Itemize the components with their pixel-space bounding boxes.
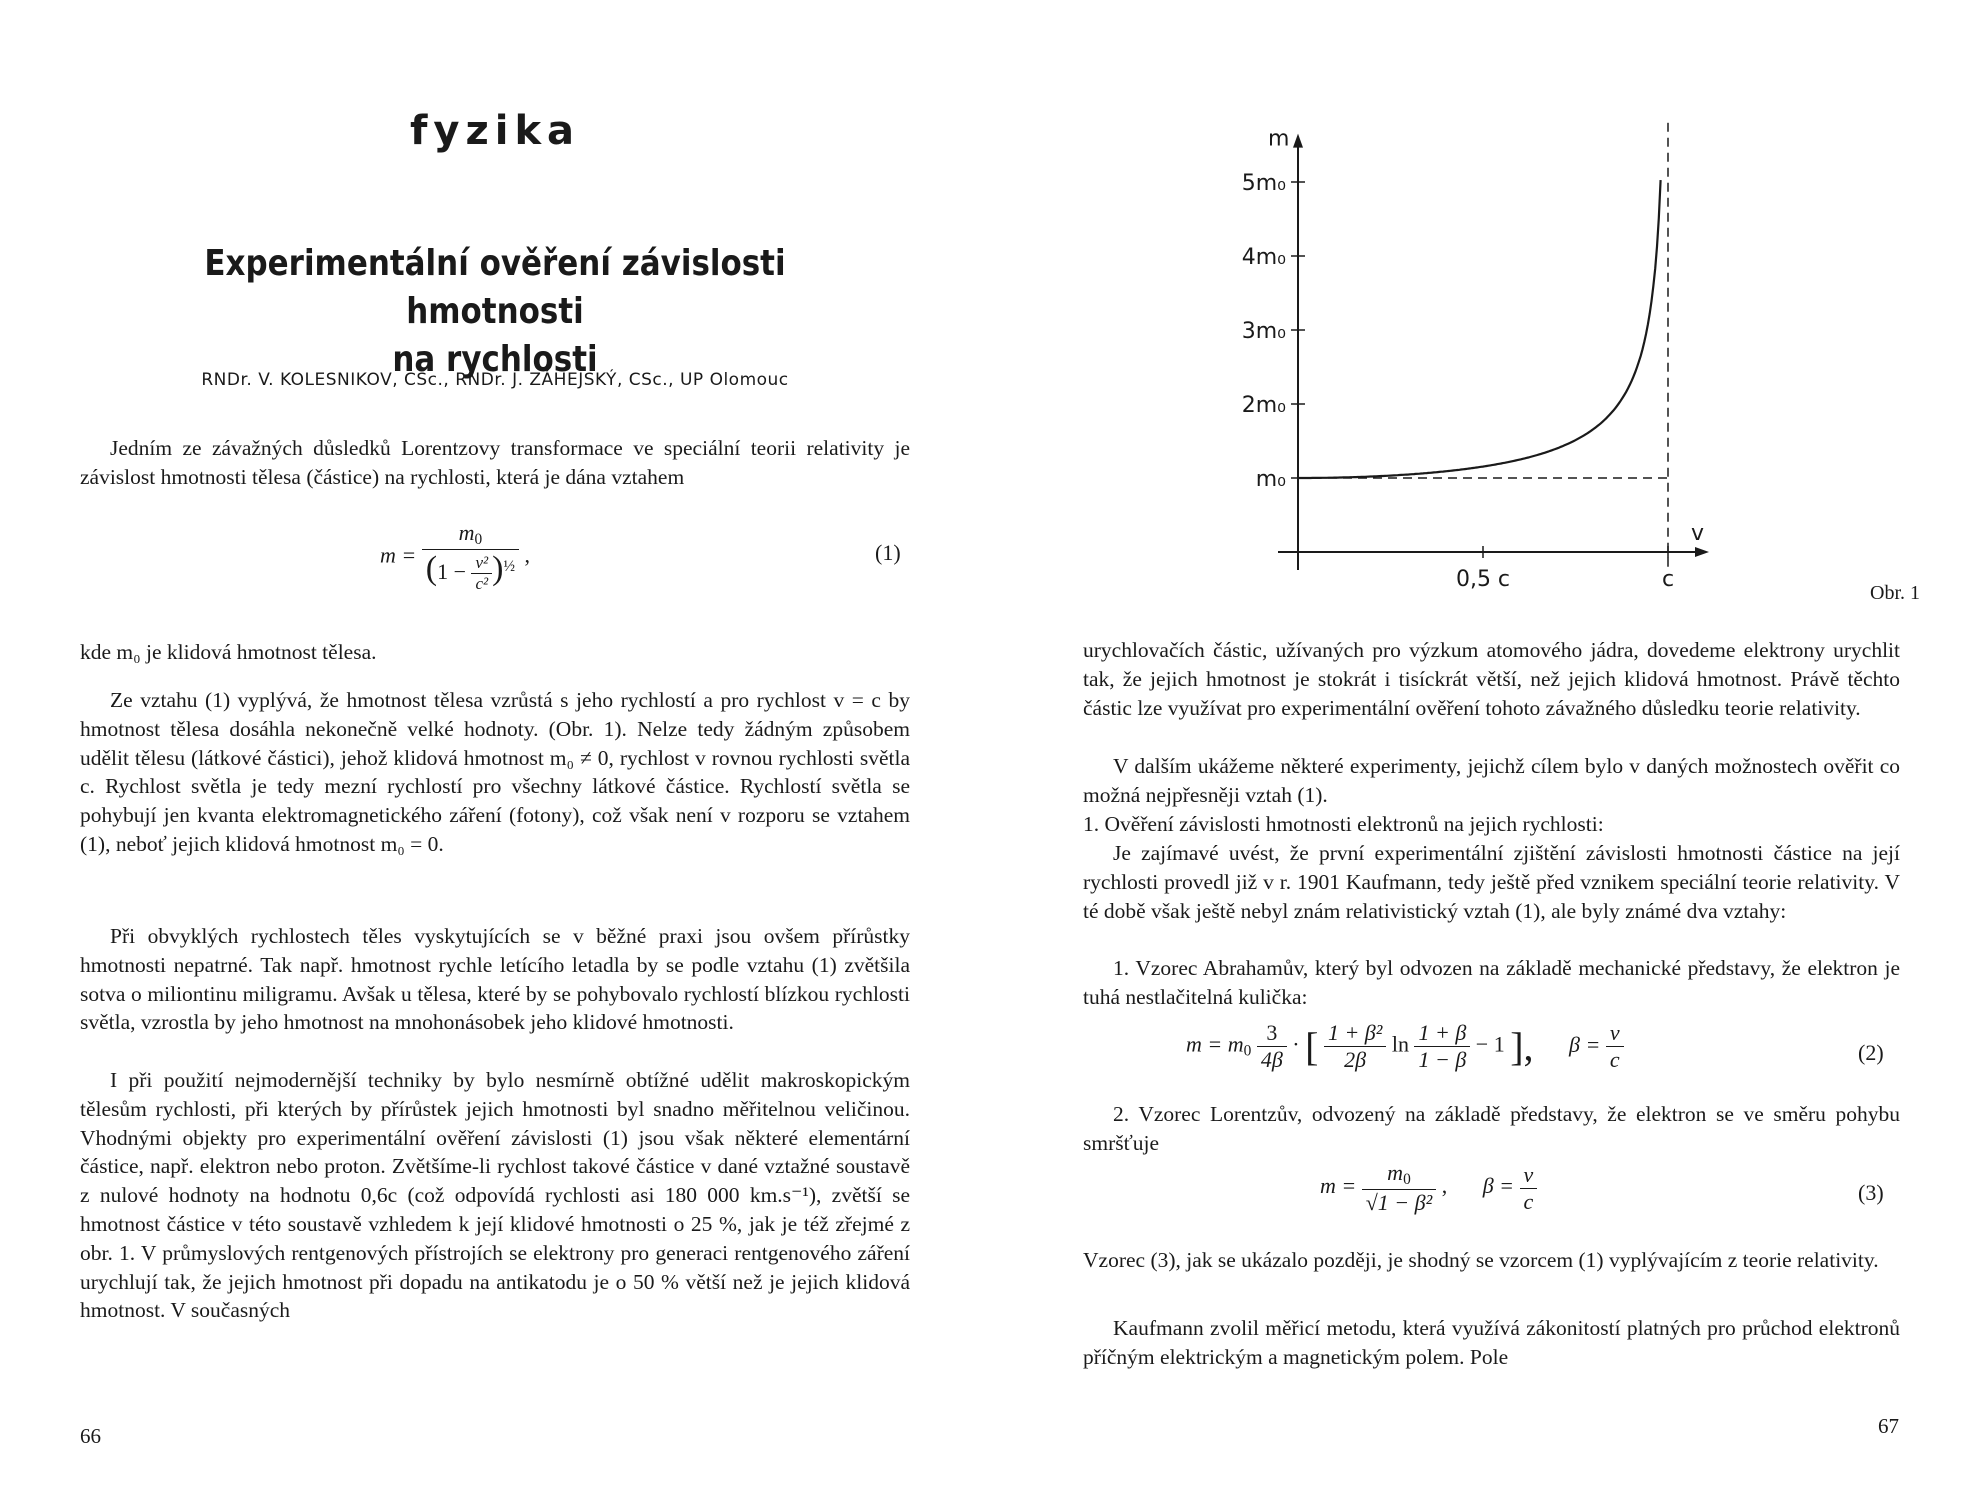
eq2-lhs-sub: 0 — [1243, 1042, 1252, 1060]
eq2-ln: ln — [1391, 1031, 1409, 1057]
article-title — [138, 240, 852, 384]
paragraph-experiments: V dalším ukážeme některé experimenty, jejichž cílem bylo v daných možnostech ověřit co možná nejpřesněji vztah (1). — [1083, 754, 1900, 807]
eq2-f2-num: 1 + β² — [1324, 1020, 1386, 1047]
x-tick-label: c — [1661, 567, 1675, 592]
eq2-f1-den: 4β — [1260, 1047, 1283, 1072]
authors-line: RNDr. V. KOLESNIKOV, CSc., RNDr. J. ZÁHEJSKÝ, CSc., UP Olomouc — [201, 370, 789, 390]
eq3-comma: , — [1441, 1173, 1448, 1199]
y-tick-label: 3m₀ — [1241, 319, 1286, 344]
figure-mass-velocity — [990, 100, 1980, 620]
paragraph-kaufmann-intro: Je zajímavé uvést, že první experimentální zjištění závislosti hmotnosti částice na její rychlosti provedl již v r. 1901 Kaufmann, tedy ještě před vznikem speciální teorie relativity. V té době však ještě nebyl znám relativistický vztah (1), ale byly známé dva vztahy: — [1083, 841, 1900, 923]
eq2-lhs: m = m — [1186, 1031, 1244, 1057]
equation-1-number: (1) — [875, 540, 901, 565]
page-number-left: 66 — [80, 1424, 101, 1448]
eq3-fb-num: v — [1520, 1162, 1538, 1189]
paragraph-intro: Jedním ze závažných důsledků Lorentzovy transformace ve speciální teorii relativity je závislost hmotnosti tělesa (částice) na rychlosti, která je dána vztahem — [80, 436, 910, 489]
eq1-den-exp: ½ — [503, 558, 516, 575]
eq1-den-den: c² — [475, 574, 489, 594]
eq1-fraction: $m_0$ (1 − $\frac{\text{v²}}{\text{c²}}$ )$^{\frac{1}{2}}$ — [422, 520, 519, 594]
paragraph-lorentz: 2. Vzorec Lorentzův, odvozený na základě představy, že elektron se ve směru pohybu smršťuje — [1083, 1102, 1900, 1155]
eq3-num-sub: 0 — [1403, 1171, 1411, 1188]
eq2-f3-num: 1 + β — [1414, 1020, 1470, 1047]
paragraph-abraham: 1. Vzorec Abrahamův, který byl odvozen na základě mechanické představy, že elektron je tuhá nestlačitelná kulička: — [1083, 956, 1900, 1009]
eq1-comma: , — [524, 542, 531, 568]
right-page — [990, 0, 1980, 1500]
equation-3-number: (3) — [1858, 1180, 1884, 1205]
figure-caption: Obr. 1 — [1870, 582, 1920, 604]
section-heading: fyzika — [409, 108, 581, 154]
eq1-lhs: m = — [380, 542, 417, 568]
eq1-num: m — [458, 520, 475, 545]
eq2-fb-den: c — [1609, 1047, 1620, 1072]
mass-velocity-chart — [990, 100, 1980, 620]
title-line-1: Experimentální ověření závislosti hmotnosti — [204, 243, 786, 332]
title-line-2: na rychlosti — [392, 339, 598, 380]
equation-1 — [380, 520, 530, 594]
paragraph-identity: Vzorec (3), jak se ukázalo později, je shodný se vzorcem (1) vyplývajícím z teorie relativity. — [1083, 1248, 1879, 1272]
page-number-right: 67 — [1878, 1414, 1899, 1438]
y-tick-label: 5m₀ — [1241, 171, 1286, 196]
eq2-dot: · — [1292, 1031, 1300, 1057]
equation-2-number: (2) — [1858, 1040, 1884, 1065]
eq3-den: √1 − β² — [1365, 1190, 1433, 1215]
eq2-f1-num: 3 — [1257, 1020, 1287, 1047]
equation-2: $m = m_0$ $\frac{3}{4\beta}$ · [ $\frac{\text{1 + β²}}{2\beta}$ ln $\frac{1 + \beta}{1 - \beta}$ − 1 ], β = $\frac{v}{c}$ — [1186, 1020, 1624, 1073]
paragraph-consequence: Ze vztahu (1) vyplývá, že hmotnost tělesa vzrůstá s jeho rychlostí a pro rychlost v = c by hmotnost tělesa dosáhla nekonečně velké hodnoty. (Obr. 1). Nelze tedy žádným způsobem udělit tělesu (látkové částici), jehož klidová hmotnost m₀ ≠ 0, rychlost v rovnou rychlosti světla c. Rychlost světla je tedy mezní rychlostí pro všechny látkové částice. Rychlostí světla se pohybují jen kvanta elektromagnetického záření (fotony), což však není v rozporu se vztahem (1), neboť jejich klidová hmotnost m₀ = 0. — [80, 688, 910, 856]
eq2-minus-one: − 1 — [1475, 1031, 1505, 1057]
eq1-den-num: v² — [471, 553, 492, 574]
eq3-lhs: m = — [1320, 1173, 1357, 1199]
y-axis-arrow — [1293, 134, 1303, 148]
y-tick-label: 4m₀ — [1241, 245, 1286, 270]
paragraph-kaufmann-method: Kaufmann zvolil měřicí metodu, která využívá zákonitostí platných pro průchod elektronů příčným elektrickým a magnetickým polem. Pole — [1083, 1316, 1900, 1369]
paragraph-ordinary-speeds: Při obvyklých rychlostech těles vyskytujících se v běžné praxi jsou ovšem přírůstky hmotnosti nepatrné. Tak např. hmotnost rychle letícího letadla by se podle vztahu (1) zvětšila sotva o miliontinu miligramu. Avšak u tělesa, které by se pohybovalo rychlostí blízkou rychlosti světla, vzrostla by jeho hmotnost na mnohonásobek jeho klidové hmotnosti. — [80, 924, 910, 1035]
x-tick-label: 0,5 c — [1455, 567, 1511, 592]
y-tick-label: m₀ — [1255, 467, 1286, 492]
eq3-fb-den: c — [1523, 1188, 1534, 1214]
paragraph-heading-1: 1. Ověření závislosti hmotnosti elektronů na jejich rychlosti: — [1083, 812, 1604, 836]
eq2-f3-den: 1 − β — [1418, 1047, 1467, 1072]
eq2-fb-num: v — [1606, 1020, 1624, 1047]
equation-3 — [1320, 1160, 1537, 1216]
eq1-inner-fraction — [471, 553, 492, 594]
paragraph-rest-mass: kde m₀ je klidová hmotnost tělesa. — [80, 640, 377, 664]
mass-curve — [1298, 180, 1661, 478]
y-tick-label: 2m₀ — [1241, 393, 1286, 418]
eq1-num-sub: 0 — [474, 531, 483, 548]
eq2-beta: β = — [1569, 1031, 1601, 1057]
paragraph-accelerators: urychlovačích částic, užívaných pro výzkum atomového jádra, dovedeme elektrony urychlit tak, že jejich hmotnost je stokrát i tisíckrát větší, než jejich klidová hmotnost. Právě těchto částic lze využívat pro experimentální ověření tohoto závažného důsledku teorie relativity. — [1083, 638, 1900, 720]
eq3-beta: β = — [1482, 1173, 1515, 1199]
y-axis-label: m — [1268, 126, 1290, 152]
x-axis-arrow — [1695, 547, 1709, 557]
x-axis-label: v — [1691, 521, 1705, 546]
eq2-f2-den: 2β — [1344, 1047, 1367, 1072]
paragraph-elementary-particles: I při použití nejmodernější techniky by bylo nesmírně obtížné udělit makroskopickým tělesům rychlosti, při kterých by přírůstek jejich hmotnosti byl snadno měřitelnou veličinou. Vhodnými objekty pro experimentální ověření závislosti (1) jsou však některé elementární částice, např. elektron nebo proton. Zvětšíme-li rychlost takové částice v dané vztažné soustavě z nulové hodnoty na hodnotu 0,6c (což odpovídá rychlosti asi 180 000 km.s⁻¹), zvětší se hmotnost částice v této soustavě vzhledem k její klidové hmotnosti o 25 %, jak je též zřejmé z obr. 1. V průmyslových rentgenových přístrojích se elektrony pro generaci rentgenového záření urychlují tak, že jejich hmotnost při dopadu na antikatodu je o 50 % větší než je jejich klidová hmotnost. V současných — [80, 1068, 910, 1323]
eq3-num: m — [1387, 1160, 1404, 1185]
eq1-den-open: 1 − — [437, 559, 466, 584]
